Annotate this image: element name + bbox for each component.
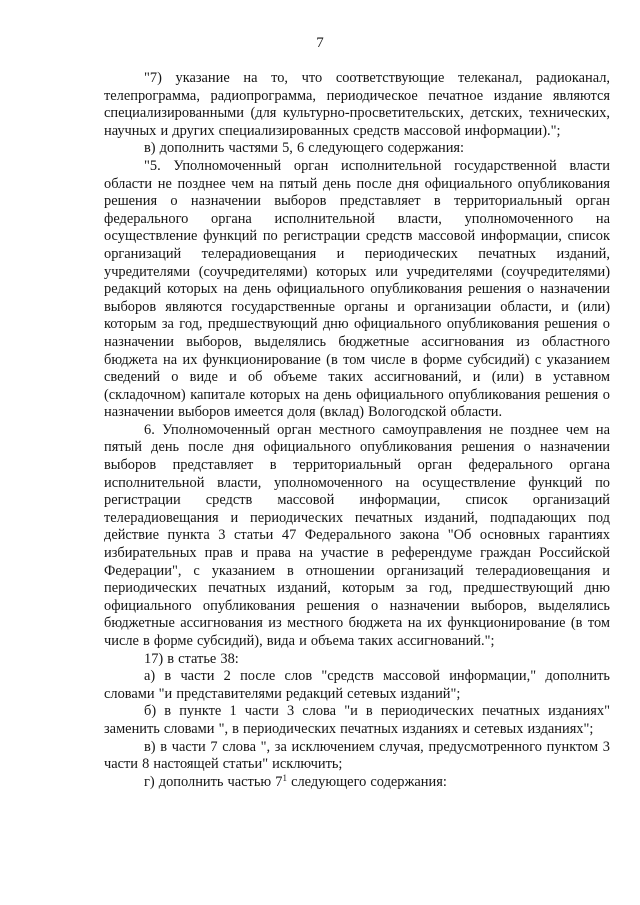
paragraph-item-7-quote: "7) указание на то, что соответствующие телеканал, радиоканал, телепрограмма, радиопрограмма, периодическое печатное издание являются специализированными (для культурно-просветительских, детских, технических, научных и других специализированных средств массовой информации)."; bbox=[104, 70, 610, 139]
paragraph-part-5: "5. Уполномоченный орган исполнительной государственной власти области не позднее чем на пятый день после дня официального опубликования решения о назначении выборов представляет в территориальный орган федерального органа исполнительной власти, уполномоченного на осуществление функций по регистрации средств массовой информации, список организаций телерадиовещания и периодических печатных изданий, учредителями (соучредителями) которых или учредителями (соучредителями) редакций которых на день официального опубликования решения о назначении выборов являются государственные органы и организации области, и (или) которым за год, предшествующий дню официального опубликования решения о назначении выборов, выделялись бюджетные ассигнования из областного бюджета на их функционирование (в том числе в форме субсидий) с указанием сведений о виде и об объеме таких ассигнований, и (или) в уставном (складочном) капитале которых на день официального опубликования решения о назначении выборов имеется доля (вклад) Вологодской области. bbox=[104, 157, 610, 421]
paragraph-item-17: 17) в статье 38: bbox=[144, 650, 239, 667]
amendment-g-tail: следующего содержания: bbox=[286, 773, 447, 790]
superscript-index: 1 bbox=[282, 772, 287, 783]
paragraph-part-6: 6. Уполномоченный орган местного самоуправления не позднее чем на пятый день после дня официального опубликования решения о назначении выборов представляет в территориальный орган федерального органа исполнительной власти, уполномоченного на осуществление функций по регистрации средств массовой информации, список организаций телерадиовещания и периодических печатных изданий, подпадающих под действие пункта 3 статьи 47 Федерального закона "Об основных гарантиях избирательных прав и права на участие в референдуме граждан Российской Федерации", с указанием в отношении организаций телерадиовещания и периодических печатных изданий, которым за год, предшествующий дню официального опубликования решения о назначении выборов, выделялись бюджетные ассигнования из местного бюджета на их функционирование (в том числе в форме субсидий), вида и объема таких ассигнований."; bbox=[104, 421, 610, 649]
paragraph-amendment-v: в) дополнить частями 5, 6 следующего содержания: bbox=[144, 140, 465, 157]
amendment-g-text: г) дополнить частью 7 bbox=[144, 773, 283, 790]
paragraph-amendment-v2: в) в части 7 слова ", за исключением случая, предусмотренного пунктом 3 части 8 настоящей статьи" исключить; bbox=[104, 738, 610, 773]
document-body bbox=[104, 70, 610, 791]
paragraph-amendment-a: а) в части 2 после слов "средств массовой информации," дополнить словами "и представителями редакций сетевых изданий"; bbox=[104, 668, 610, 702]
paragraph-amendment-g bbox=[104, 774, 610, 792]
paragraph-amendment-b: б) в пункте 1 части 3 слова "и в периодических печатных изданиях" заменить словами ", в периодических печатных изданиях и сетевых изданиях"; bbox=[104, 703, 610, 737]
page-number: 7 bbox=[316, 35, 324, 51]
